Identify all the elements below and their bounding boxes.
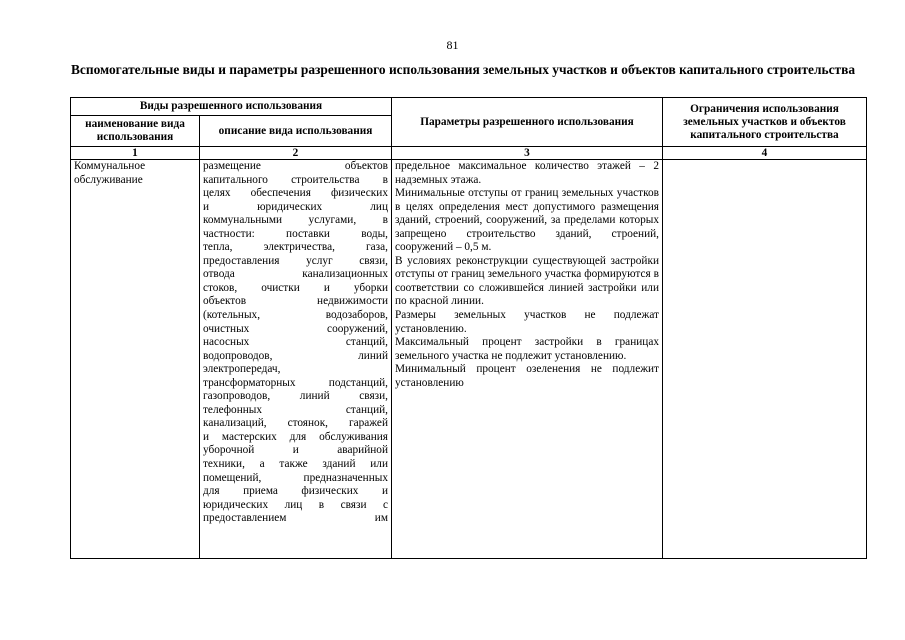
description-line: стоков, очистки и уборки xyxy=(203,281,388,294)
column-number-1: 1 xyxy=(71,147,200,160)
description-line: капитального строительства в xyxy=(203,173,388,186)
description-line: телефонных станций, xyxy=(203,403,388,416)
usage-name-cell: Коммунальное обслуживание xyxy=(71,160,200,559)
description-line: помещений, предназначенных xyxy=(203,471,388,484)
description-line: для приема физических и xyxy=(203,485,388,498)
description-line: газопроводов, линий связи, xyxy=(203,390,388,403)
description-line: частности: поставки воды, xyxy=(203,227,388,240)
description-line: тепла, электричества, газа, xyxy=(203,241,388,254)
description-line: отвода канализационных xyxy=(203,268,388,281)
usage-table xyxy=(70,97,867,559)
description-line: целях обеспечения физических xyxy=(203,187,388,200)
description-line: предоставления услуг связи, xyxy=(203,254,388,267)
document-title: Вспомогательные виды и параметры разрешенного использования земельных участков и объектов капитального строительства xyxy=(71,62,856,77)
header-row-1 xyxy=(71,98,867,116)
table-row xyxy=(71,160,867,559)
column-number-4: 4 xyxy=(663,147,867,160)
description-text xyxy=(203,160,388,526)
usage-description-cell xyxy=(200,160,392,559)
header-group-cell: Виды разрешенного использования xyxy=(71,98,392,116)
description-line: техники, а также зданий или xyxy=(203,458,388,471)
description-line: насосных станций, xyxy=(203,336,388,349)
parameters-cell xyxy=(392,160,663,559)
header-name-cell: наименование вида использования xyxy=(71,116,200,147)
restrictions-cell xyxy=(663,160,867,559)
header-parameters-cell: Параметры разрешенного использования xyxy=(392,98,663,147)
description-line: уборочной и аварийной xyxy=(203,444,388,457)
description-line: и мастерских для обслуживания xyxy=(203,430,388,443)
description-line: (котельных, водозаборов, xyxy=(203,309,388,322)
parameter-paragraph: Минимальный процент озеленения не подлежит установлению xyxy=(395,363,659,389)
column-number-3: 3 xyxy=(392,147,663,160)
column-number-2: 2 xyxy=(200,147,392,160)
description-line: и юридических лиц xyxy=(203,200,388,213)
header-description-cell: описание вида использования xyxy=(200,116,392,147)
description-line: канализаций, стоянок, гаражей xyxy=(203,417,388,430)
parameter-paragraph: предельное максимальное количество этажей – 2 надземных этажа. xyxy=(395,160,659,186)
parameter-paragraph: Размеры земельных участков не подлежат установлению. xyxy=(395,309,659,335)
parameter-paragraph: Минимальные отступы от границ земельных участков в целях определения мест допустимого размещения зданий, строений, сооружений, за пределами которых запрещено строительство зданий, строений, сооружений – 0,5 м. xyxy=(395,187,659,254)
page-number: 81 xyxy=(446,38,459,52)
description-line: коммунальными услугами, в xyxy=(203,214,388,227)
description-line: юридических лиц в связи с xyxy=(203,498,388,511)
parameter-paragraph: В условиях реконструкции существующей застройки отступы от границ земельного участка формируются в соответствии со сложившейся линией застройки или по красной линии. xyxy=(395,254,659,308)
description-line: очистных сооружений, xyxy=(203,322,388,335)
description-line: электропередач, xyxy=(203,363,281,376)
column-number-row xyxy=(71,147,867,160)
description-line: объектов недвижимости xyxy=(203,295,388,308)
description-line: трансформаторных подстанций, xyxy=(203,376,388,389)
description-line: водопроводов, линий xyxy=(203,349,388,362)
description-line: размещение объектов xyxy=(203,160,388,172)
description-line: предоставлением им xyxy=(203,512,388,525)
parameters-text xyxy=(395,160,659,390)
parameter-paragraph: Максимальный процент застройки в границах земельного участка не подлежит установлению. xyxy=(395,336,659,362)
header-restrictions-cell: Ограничения использования земельных участков и объектов капитального строительства xyxy=(663,98,867,147)
